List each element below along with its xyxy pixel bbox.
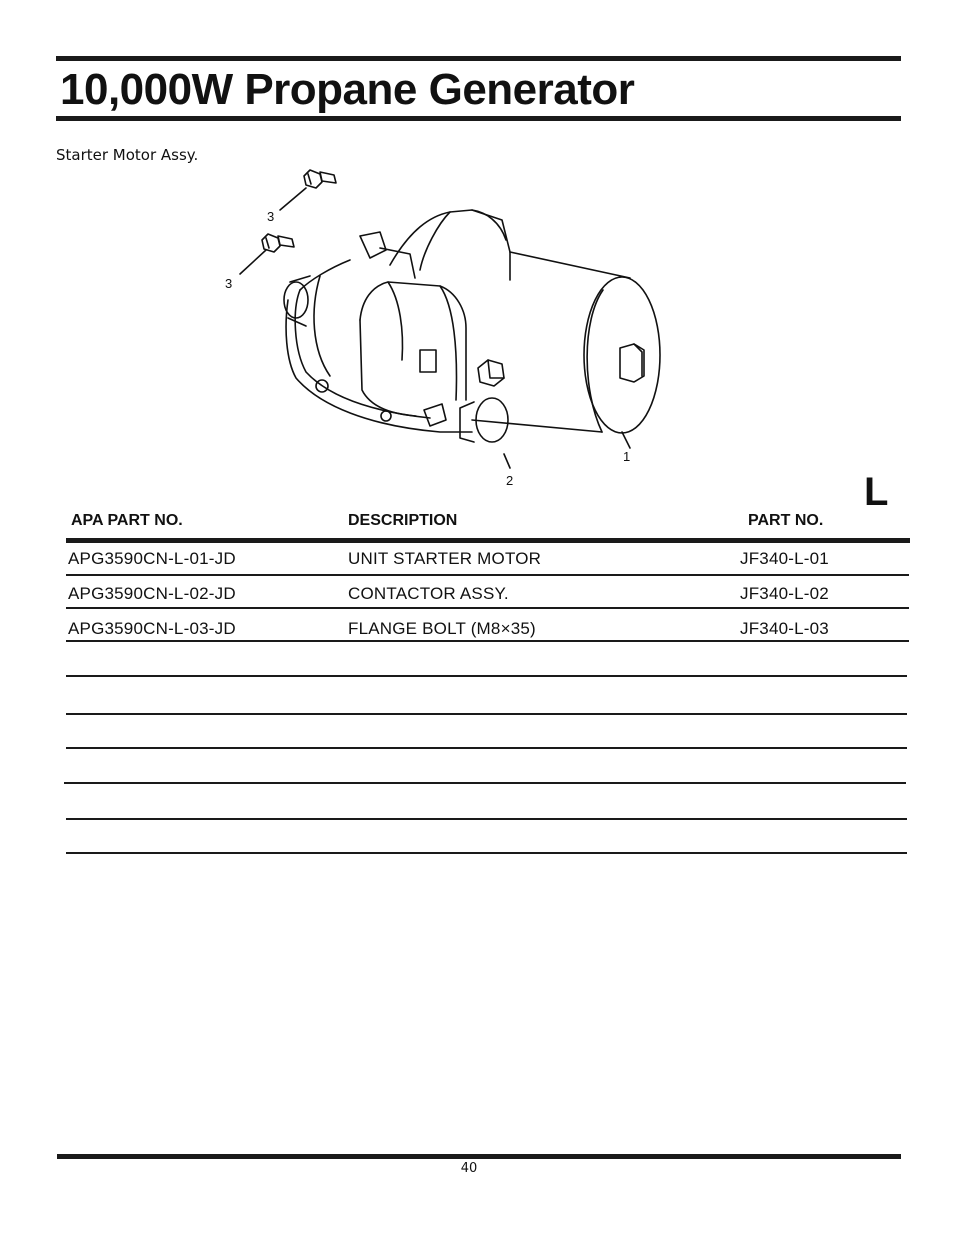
page-title: 10,000W Propane Generator bbox=[60, 65, 635, 114]
table-empty-row-divider bbox=[66, 747, 907, 749]
table-empty-row-divider bbox=[66, 818, 907, 820]
callout-3-lower: 3 bbox=[225, 276, 233, 291]
table-row-divider bbox=[66, 574, 909, 576]
flange-bolt-upper bbox=[304, 170, 336, 188]
footer-rule bbox=[57, 1154, 901, 1159]
callout-3-upper: 3 bbox=[267, 209, 275, 224]
table-header-rule bbox=[66, 538, 910, 543]
table-empty-row-divider bbox=[66, 852, 907, 854]
row-1-description: UNIT STARTER MOTOR bbox=[348, 549, 542, 568]
row-2-apa-part-no: APG3590CN-L-02-JD bbox=[68, 584, 236, 603]
header-bottom-rule bbox=[56, 116, 901, 121]
row-3-part-no: JF340-L-03 bbox=[740, 619, 829, 638]
table-row-divider bbox=[66, 607, 909, 609]
row-2-description: CONTACTOR ASSY. bbox=[348, 584, 509, 603]
table-row-divider bbox=[66, 640, 909, 642]
starter-motor-diagram bbox=[210, 150, 680, 495]
table-empty-row-divider bbox=[66, 675, 907, 677]
header-part-no: PART NO. bbox=[748, 512, 824, 529]
section-caption: Starter Motor Assy. bbox=[56, 146, 199, 164]
flange-bolt-lower bbox=[262, 234, 294, 252]
callout-1: 1 bbox=[623, 449, 631, 464]
section-letter: L bbox=[864, 470, 889, 514]
row-1-apa-part-no: APG3590CN-L-01-JD bbox=[68, 549, 236, 568]
page-number: 40 bbox=[460, 1161, 478, 1176]
header-top-rule bbox=[56, 56, 901, 61]
row-2-part-no: JF340-L-02 bbox=[740, 584, 829, 603]
row-1-part-no: JF340-L-01 bbox=[740, 549, 829, 568]
header-description: DESCRIPTION bbox=[348, 512, 458, 529]
starter-motor-body bbox=[284, 210, 660, 442]
callout-2: 2 bbox=[506, 473, 514, 488]
row-3-apa-part-no: APG3590CN-L-03-JD bbox=[68, 619, 236, 638]
header-apa-part-no: APA PART NO. bbox=[71, 512, 183, 529]
table-empty-row-divider bbox=[64, 782, 906, 784]
table-empty-row-divider bbox=[66, 713, 907, 715]
row-3-description: FLANGE BOLT (M8×35) bbox=[348, 619, 536, 638]
